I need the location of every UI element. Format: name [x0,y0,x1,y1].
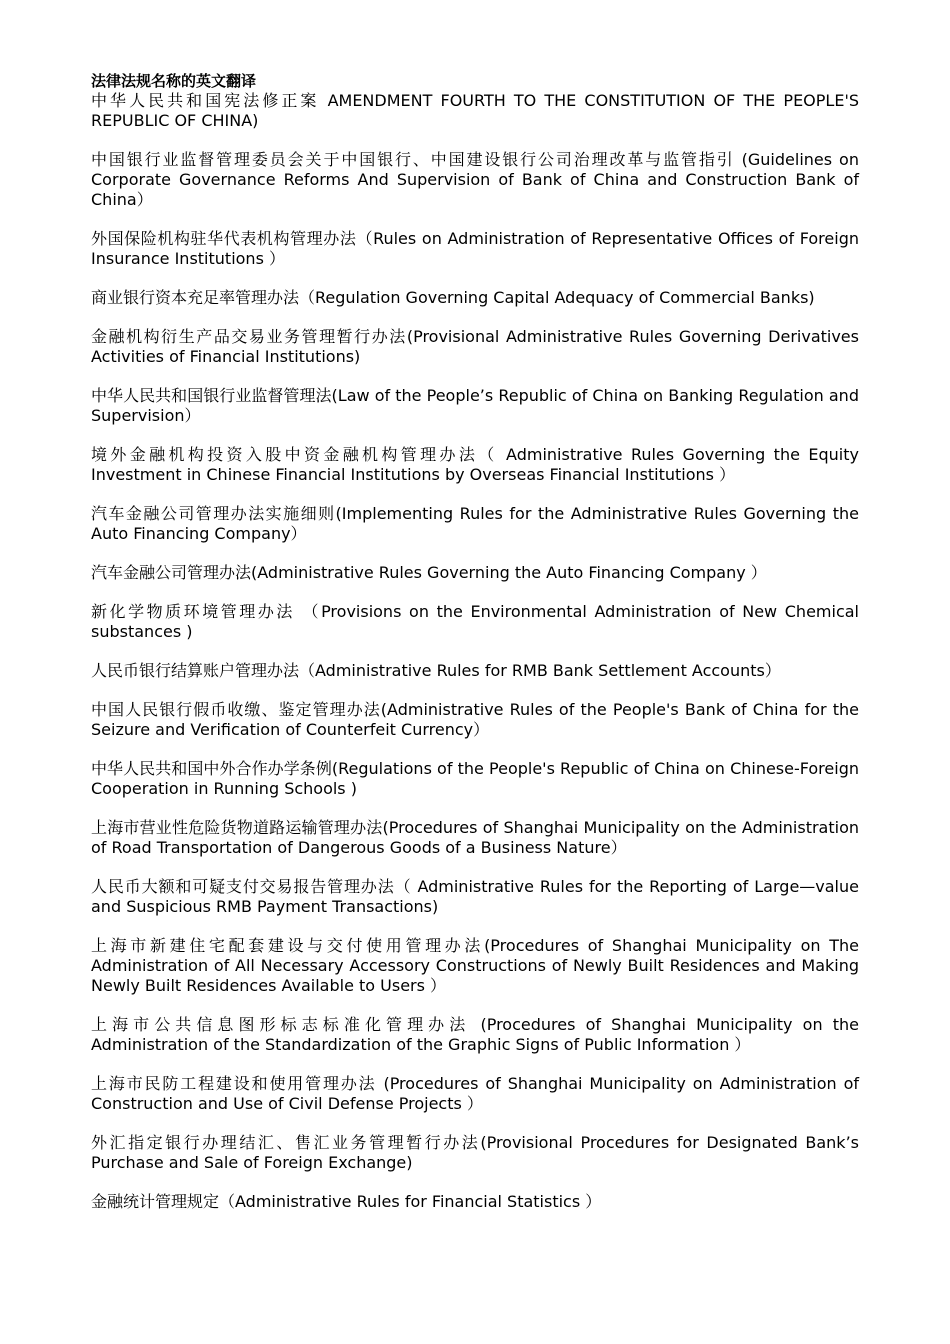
law-name-english: (Procedures of Shanghai Municipality on the Administration of Road Transportation of Dangerous Goods of a Business Nature） [91,818,859,857]
law-entry [91,288,859,308]
law-name-chinese: 上海市新建住宅配套建设与交付使用管理办法 [91,936,485,955]
law-name-chinese: 金融统计管理规定（ [91,1192,236,1211]
law-name-chinese: 人民币大额和可疑支付交易报告管理办法（ [91,877,412,896]
law-name-english: Administrative Rules Governing the Equity Investment in Chinese Financial Institutions by Overseas Financial Institutions ） [91,445,859,484]
law-name-english: (Regulations of the People's Republic of China on Chinese-Foreign Cooperation in Running Schools ) [91,759,859,798]
law-name-chinese: 外国保险机构驻华代表机构管理办法（ [91,229,374,248]
law-name-english: (Procedures of Shanghai Municipality on Administration of Construction and Use of Civil Defense Projects ） [91,1074,859,1113]
law-name-chinese: 商业银行资本充足率管理办法（ [91,288,316,307]
law-name-chinese: 中华人民共和国中外合作办学条例 [91,759,332,778]
law-name-english: (Provisional Administrative Rules Governing Derivatives Activities of Financial Institutions) [91,327,859,366]
law-name-chinese: 外汇指定银行办理结汇、售汇业务管理暂行办法 [91,1133,481,1152]
law-entry [91,700,859,740]
law-name-english: Administrative Rules for RMB Bank Settlement Accounts） [315,661,781,680]
law-name-chinese: 中国银行业监督管理委员会关于中国银行、中国建设银行公司治理改革与监管指引 [91,150,735,169]
law-name-english: Rules on Administration of Representative Offices of Foreign Insurance Institutions ） [91,229,859,268]
law-name-chinese: 境外金融机构投资入股中资金融机构管理办法（ [91,445,498,464]
law-entry [91,91,859,131]
law-entry [91,877,859,917]
law-name-english: (Administrative Rules of the People's Bank of China for the Seizure and Verification of Counterfeit Currency） [91,700,859,739]
law-name-english: (Provisional Procedures for Designated Bank’s Purchase and Sale of Foreign Exchange) [91,1133,859,1172]
law-name-chinese: 中国人民银行假币收缴、鉴定管理办法 [91,700,381,719]
law-entry [91,1192,859,1212]
law-name-english: (Implementing Rules for the Administrative Rules Governing the Auto Financing Company） [91,504,859,543]
law-entry [91,818,859,858]
document-page [91,72,859,1231]
law-entry [91,1074,859,1114]
law-name-english: Administrative Rules for Financial Statistics ） [235,1192,602,1211]
law-name-english: Regulation Governing Capital Adequacy of Commercial Banks) [315,288,815,307]
law-entry [91,150,859,210]
law-name-chinese: 人民币银行结算账户管理办法（ [91,661,316,680]
law-entry [91,445,859,485]
law-name-chinese: 新化学物质环境管理办法 （ [91,602,322,621]
law-entry [91,563,859,583]
law-name-english: (Procedures of Shanghai Municipality on the Administration of the Standardization of the Graphic Signs of Public Information ） [91,1015,859,1054]
law-entry [91,229,859,269]
entry-list [91,91,859,1212]
law-name-english: (Guidelines on Corporate Governance Reforms And Supervision of Bank of China and Construction Bank of China） [91,150,859,209]
law-name-chinese: 金融机构衍生产品交易业务管理暂行办法 [91,327,407,346]
law-entry [91,936,859,996]
law-entry [91,1015,859,1055]
law-name-chinese: 上海市公共信息图形标志标准化管理办法 [91,1015,471,1034]
law-entry [91,327,859,367]
law-entry [91,504,859,544]
law-name-english: Administrative Rules for the Reporting of Large—value and Suspicious RMB Payment Transactions) [91,877,859,916]
law-name-chinese: 中华人民共和国宪法修正案 [91,91,320,110]
law-entry [91,1133,859,1173]
law-name-chinese: 汽车金融公司管理办法 [91,563,252,582]
law-entry [91,759,859,799]
document-title: 法律法规名称的英文翻译 [91,72,257,90]
law-name-chinese: 上海市营业性危险货物道路运输管理办法 [91,818,383,837]
law-entry [91,602,859,642]
law-name-chinese: 汽车金融公司管理办法实施细则 [91,504,336,523]
law-name-english: AMENDMENT FOURTH TO THE CONSTITUTION OF THE PEOPLE'S REPUBLIC OF CHINA) [91,91,859,130]
law-name-english: (Procedures of Shanghai Municipality on The Administration of All Necessary Accessory Constructions of Newly Built Residences and Making Newly Built Residences Available to Users ） [91,936,859,995]
law-name-chinese: 中华人民共和国银行业监督管理法 [91,386,332,405]
law-name-english: (Law of the People’s Republic of China on Banking Regulation and Supervision） [91,386,859,425]
law-name-english: (Administrative Rules Governing the Auto Financing Company ） [251,563,767,582]
law-entry [91,386,859,426]
law-name-chinese: 上海市民防工程建设和使用管理办法 [91,1074,377,1093]
law-entry [91,661,859,681]
law-name-english: Provisions on the Environmental Administration of New Chemical substances ) [91,602,859,641]
